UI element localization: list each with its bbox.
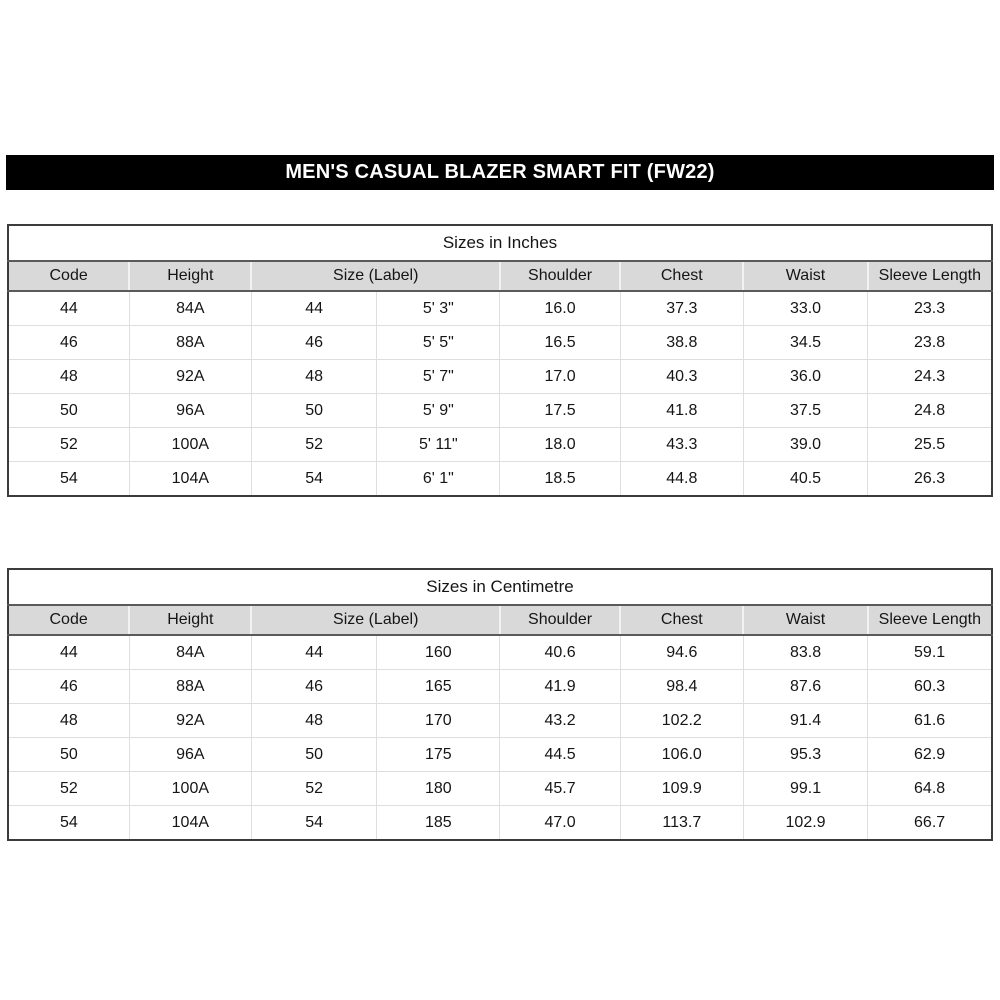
table-cell: 94.6 xyxy=(620,635,743,670)
table-cell: 99.1 xyxy=(743,772,867,806)
table-cell: 36.0 xyxy=(743,360,867,394)
table-cell: 5' 5" xyxy=(377,326,500,360)
table-cell: 46 xyxy=(8,326,129,360)
table-cell: 84A xyxy=(129,291,251,326)
table-cell: 48 xyxy=(8,360,129,394)
table-cell: 16.0 xyxy=(500,291,620,326)
table-cell: 33.0 xyxy=(743,291,867,326)
table-cell: 95.3 xyxy=(743,738,867,772)
table-row xyxy=(8,394,992,428)
table-cell: 5' 7" xyxy=(377,360,500,394)
column-header-chest: Chest xyxy=(620,605,743,635)
table-cell: 102.9 xyxy=(743,806,867,841)
table-cell: 175 xyxy=(377,738,500,772)
table-cell: 92A xyxy=(129,360,251,394)
table-cell: 17.0 xyxy=(500,360,620,394)
table-cell: 5' 3" xyxy=(377,291,500,326)
table-row xyxy=(8,670,992,704)
header-row xyxy=(8,605,992,635)
table-row xyxy=(8,635,992,670)
table-cell: 52 xyxy=(251,772,376,806)
table-cell: 185 xyxy=(377,806,500,841)
table-cell: 54 xyxy=(8,806,129,841)
column-header-shoulder: Shoulder xyxy=(500,261,620,291)
table-cell: 62.9 xyxy=(868,738,992,772)
table-cell: 91.4 xyxy=(743,704,867,738)
table-cell: 23.8 xyxy=(868,326,992,360)
product-title: MEN'S CASUAL BLAZER SMART FIT (FW22) xyxy=(285,161,715,183)
table-row xyxy=(8,462,992,497)
table-cell: 104A xyxy=(129,806,251,841)
table-cell: 64.8 xyxy=(868,772,992,806)
table-cell: 170 xyxy=(377,704,500,738)
table-cell: 18.5 xyxy=(500,462,620,497)
table-cell: 60.3 xyxy=(868,670,992,704)
table-cell: 34.5 xyxy=(743,326,867,360)
table-cell: 50 xyxy=(251,394,376,428)
table-cell: 50 xyxy=(8,394,129,428)
table-cell: 24.3 xyxy=(868,360,992,394)
column-header-sleeve-length: Sleeve Length xyxy=(868,605,992,635)
table-cell: 26.3 xyxy=(868,462,992,497)
table-cell: 5' 11" xyxy=(377,428,500,462)
table-cell: 46 xyxy=(251,670,376,704)
table-cell: 43.3 xyxy=(620,428,743,462)
table-cell: 46 xyxy=(8,670,129,704)
table-row xyxy=(8,428,992,462)
table-cell: 52 xyxy=(8,428,129,462)
table-row xyxy=(8,704,992,738)
size-table-centimetre xyxy=(7,568,993,841)
table-cell: 52 xyxy=(251,428,376,462)
table-cell: 48 xyxy=(8,704,129,738)
table-cell: 17.5 xyxy=(500,394,620,428)
table-cell: 16.5 xyxy=(500,326,620,360)
table-cell: 50 xyxy=(8,738,129,772)
column-header-code: Code xyxy=(8,261,129,291)
table-cell: 113.7 xyxy=(620,806,743,841)
table-cell: 100A xyxy=(129,772,251,806)
table-row xyxy=(8,360,992,394)
column-header-size-label: Size (Label) xyxy=(251,261,499,291)
column-header-shoulder: Shoulder xyxy=(500,605,620,635)
table-row xyxy=(8,806,992,841)
column-header-size-label: Size (Label) xyxy=(251,605,499,635)
table-cell: 100A xyxy=(129,428,251,462)
table-cell: 44.5 xyxy=(500,738,620,772)
column-header-sleeve-length: Sleeve Length xyxy=(868,261,992,291)
table-cell: 96A xyxy=(129,738,251,772)
table-cell: 83.8 xyxy=(743,635,867,670)
table-cell: 25.5 xyxy=(868,428,992,462)
table-cell: 40.6 xyxy=(500,635,620,670)
table-row xyxy=(8,326,992,360)
table-cell: 165 xyxy=(377,670,500,704)
table-cell: 43.2 xyxy=(500,704,620,738)
table-cell: 52 xyxy=(8,772,129,806)
table-cell: 44 xyxy=(8,635,129,670)
table-cell: 37.3 xyxy=(620,291,743,326)
table-cell: 54 xyxy=(8,462,129,497)
table-cell: 180 xyxy=(377,772,500,806)
table-cell: 54 xyxy=(251,806,376,841)
table-cell: 5' 9" xyxy=(377,394,500,428)
table-cell: 40.5 xyxy=(743,462,867,497)
table-cell: 48 xyxy=(251,704,376,738)
table-cell: 41.9 xyxy=(500,670,620,704)
table-cell: 88A xyxy=(129,670,251,704)
column-header-chest: Chest xyxy=(620,261,743,291)
table-row xyxy=(8,738,992,772)
table-cell: 66.7 xyxy=(868,806,992,841)
table-cell: 102.2 xyxy=(620,704,743,738)
table-cell: 87.6 xyxy=(743,670,867,704)
table-cell: 40.3 xyxy=(620,360,743,394)
table-cell: 39.0 xyxy=(743,428,867,462)
table-title: Sizes in Inches xyxy=(8,225,992,261)
table-cell: 47.0 xyxy=(500,806,620,841)
table-cell: 24.8 xyxy=(868,394,992,428)
column-header-waist: Waist xyxy=(743,605,867,635)
table-row xyxy=(8,772,992,806)
table-cell: 38.8 xyxy=(620,326,743,360)
table-cell: 37.5 xyxy=(743,394,867,428)
table-cell: 109.9 xyxy=(620,772,743,806)
column-header-height: Height xyxy=(129,261,251,291)
table-cell: 44 xyxy=(251,635,376,670)
table-cell: 84A xyxy=(129,635,251,670)
table-cell: 59.1 xyxy=(868,635,992,670)
table-cell: 44 xyxy=(251,291,376,326)
table-cell: 96A xyxy=(129,394,251,428)
table-cell: 44 xyxy=(8,291,129,326)
table-cell: 54 xyxy=(251,462,376,497)
size-table-inches xyxy=(7,224,993,497)
table-cell: 88A xyxy=(129,326,251,360)
table-cell: 160 xyxy=(377,635,500,670)
table-cell: 61.6 xyxy=(868,704,992,738)
table-cell: 18.0 xyxy=(500,428,620,462)
header-row xyxy=(8,261,992,291)
column-header-code: Code xyxy=(8,605,129,635)
table-cell: 44.8 xyxy=(620,462,743,497)
table-cell: 6' 1" xyxy=(377,462,500,497)
table-cell: 98.4 xyxy=(620,670,743,704)
product-title-bar xyxy=(6,155,994,190)
table-cell: 92A xyxy=(129,704,251,738)
column-header-height: Height xyxy=(129,605,251,635)
table-cell: 48 xyxy=(251,360,376,394)
table-cell: 50 xyxy=(251,738,376,772)
table-cell: 41.8 xyxy=(620,394,743,428)
table-cell: 45.7 xyxy=(500,772,620,806)
table-cell: 106.0 xyxy=(620,738,743,772)
table-row xyxy=(8,291,992,326)
table-cell: 23.3 xyxy=(868,291,992,326)
table-cell: 104A xyxy=(129,462,251,497)
column-header-waist: Waist xyxy=(743,261,867,291)
table-title: Sizes in Centimetre xyxy=(8,569,992,605)
table-cell: 46 xyxy=(251,326,376,360)
